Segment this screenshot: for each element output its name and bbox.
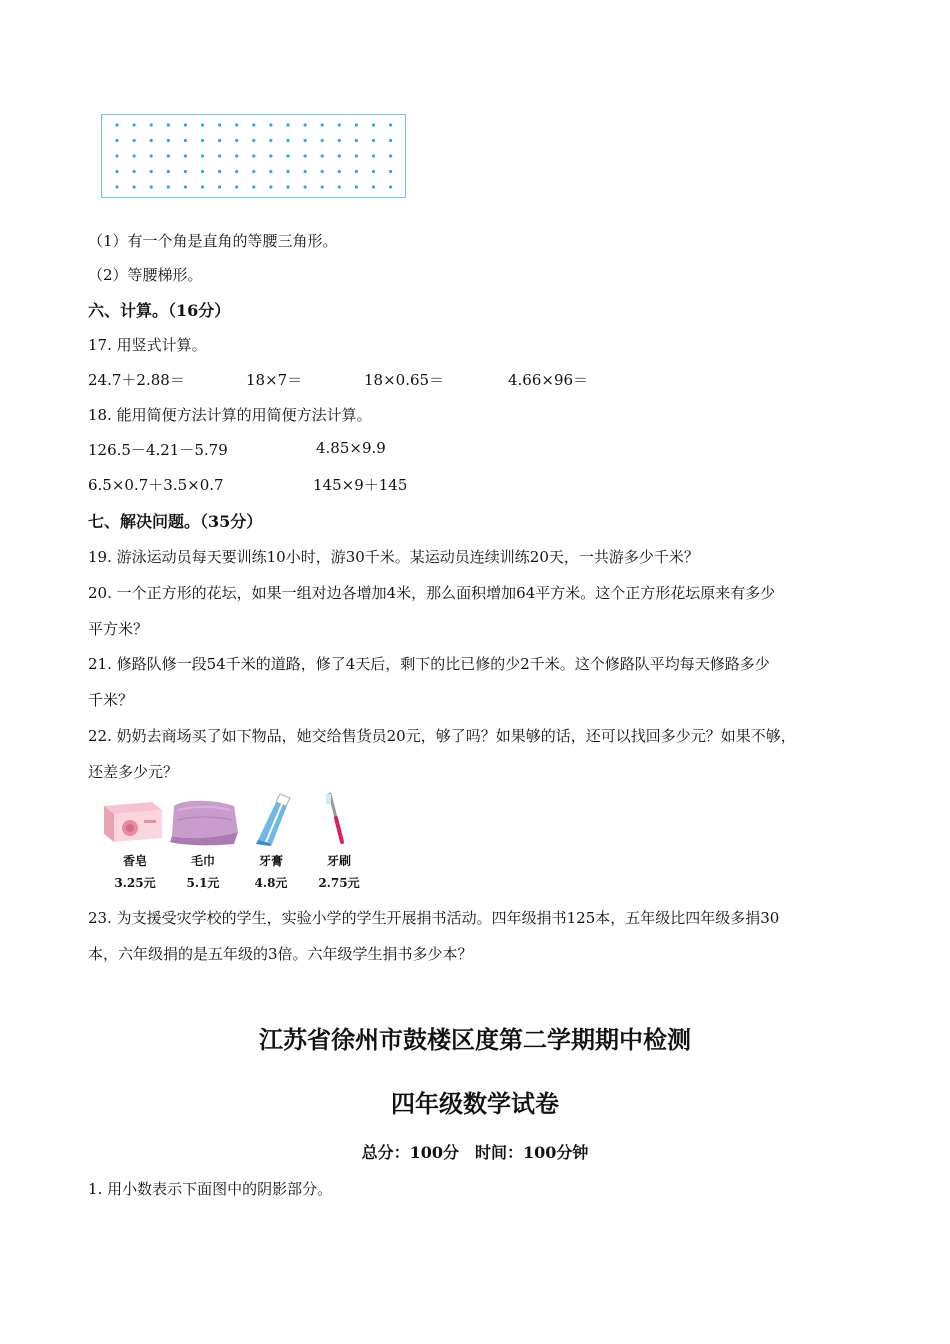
- goods-item-soap: [100, 792, 170, 892]
- q18-item-1: 126.5－4.21－5.79: [88, 441, 228, 459]
- grid-dot: [321, 123, 324, 126]
- q18-item-4: 145×9＋145: [313, 476, 408, 494]
- grid-dot: [133, 170, 136, 173]
- grid-dot: [115, 139, 118, 142]
- grid-dot: [150, 185, 153, 188]
- grid-dot: [167, 139, 170, 142]
- exam-info: 总分：100分 时间：100分钟: [361, 1143, 589, 1162]
- grid-dot: [338, 139, 341, 142]
- grid-dot: [235, 185, 238, 188]
- grid-dot: [235, 154, 238, 157]
- grid-dot: [389, 123, 392, 126]
- grid-dot: [269, 123, 272, 126]
- grid-dot: [269, 154, 272, 157]
- grid-dot: [372, 154, 375, 157]
- grid-dot: [133, 139, 136, 142]
- q21-text-line2: 千米？: [88, 691, 134, 709]
- grid-dot: [150, 123, 153, 126]
- grid-dot: [115, 170, 118, 173]
- grid-dot: [252, 170, 255, 173]
- section-7-heading: 七、解决问题。（35分）: [88, 512, 263, 531]
- grid-dot: [167, 123, 170, 126]
- q16-part1: （1）有一个角是直角的等腰三角形。: [88, 232, 338, 250]
- grid-dot: [235, 170, 238, 173]
- grid-dot: [252, 185, 255, 188]
- grid-dot: [286, 154, 289, 157]
- q21-text-line1: 21. 修路队修一段54千米的道路，修了4天后，剩下的比已修的少2千米。这个修路队平均每天修路多少: [88, 655, 770, 673]
- q17-item-2: 18×7＝: [246, 371, 303, 389]
- goods-name-towel: 毛巾: [190, 854, 215, 868]
- grid-dot: [235, 123, 238, 126]
- q18-item-2: 4.85×9.9: [316, 439, 386, 457]
- exam-title: 江苏省徐州市鼓楼区度第二学期期中检测: [259, 1025, 691, 1054]
- dot-grid: [101, 114, 406, 198]
- grid-dot: [321, 170, 324, 173]
- grid-dot: [201, 154, 204, 157]
- grid-dot: [218, 170, 221, 173]
- q20-text-line2: 平方米？: [88, 620, 149, 638]
- q1-text: 1. 用小数表示下面图中的阴影部分。: [88, 1180, 333, 1198]
- grid-dot: [338, 170, 341, 173]
- goods-price-soap: 3.25元: [114, 876, 156, 890]
- grid-dot: [304, 139, 307, 142]
- goods-price-toothpaste: 4.8元: [254, 876, 288, 890]
- grid-dot: [269, 170, 272, 173]
- grid-dot: [252, 139, 255, 142]
- grid-dot: [372, 139, 375, 142]
- q17-item-3: 18×0.65＝: [364, 371, 445, 389]
- grid-dot: [321, 154, 324, 157]
- goods-name-toothpaste: 牙膏: [258, 854, 283, 868]
- grid-dot: [355, 170, 358, 173]
- goods-item-toothbrush: [304, 792, 374, 892]
- toothbrush-icon: [304, 792, 374, 846]
- grid-dot: [201, 185, 204, 188]
- soap-icon: [100, 792, 170, 846]
- grid-dot: [218, 139, 221, 142]
- grid-dot: [252, 123, 255, 126]
- grid-dot: [184, 170, 187, 173]
- q18-text: 18. 能用简便方法计算的用简便方法计算。: [88, 406, 372, 424]
- grid-dot: [304, 185, 307, 188]
- goods-price-toothbrush: 2.75元: [318, 876, 360, 890]
- q22-text-line2: 还差多少元？: [88, 763, 179, 781]
- grid-dot: [201, 139, 204, 142]
- grid-dot: [286, 170, 289, 173]
- grid-dot: [338, 154, 341, 157]
- grid-dot: [355, 185, 358, 188]
- q18-item-3: 6.5×0.7＋3.5×0.7: [88, 476, 224, 494]
- grid-dot: [184, 185, 187, 188]
- grid-dot: [115, 123, 118, 126]
- grid-dot: [167, 185, 170, 188]
- grid-dot: [304, 170, 307, 173]
- grid-dot: [389, 139, 392, 142]
- grid-dot: [133, 123, 136, 126]
- q20-text-line1: 20. 一个正方形的花坛，如果一组对边各增加4米，那么面积增加64平方米。这个正方形花坛原来有多少: [88, 584, 776, 602]
- grid-dot: [304, 154, 307, 157]
- grid-dot: [201, 123, 204, 126]
- grid-dot: [150, 154, 153, 157]
- grid-dot: [150, 170, 153, 173]
- grid-dot: [372, 170, 375, 173]
- exam-subtitle: 四年级数学试卷: [391, 1089, 559, 1118]
- grid-dot: [286, 185, 289, 188]
- q17-item-1: 24.7＋2.88＝: [88, 371, 185, 389]
- goods-item-towel: [168, 792, 238, 892]
- grid-dot: [389, 154, 392, 157]
- grid-dot: [167, 170, 170, 173]
- goods-name-soap: 香皂: [122, 854, 147, 868]
- grid-dot: [269, 185, 272, 188]
- q23-text-line2: 本，六年级捐的是五年级的3倍。六年级学生捐书多少本？: [88, 945, 473, 963]
- goods-price-towel: 5.1元: [186, 876, 220, 890]
- grid-dot: [389, 170, 392, 173]
- grid-dot: [389, 185, 392, 188]
- grid-dot: [133, 185, 136, 188]
- grid-dot: [286, 139, 289, 142]
- grid-dot: [115, 154, 118, 157]
- grid-dot: [184, 154, 187, 157]
- grid-dot: [184, 139, 187, 142]
- grid-dot: [321, 185, 324, 188]
- grid-dot: [218, 123, 221, 126]
- grid-dot: [355, 123, 358, 126]
- grid-dot: [286, 123, 289, 126]
- grid-dot: [133, 154, 136, 157]
- grid-dot: [321, 139, 324, 142]
- grid-dot: [304, 123, 307, 126]
- q22-text-line1: 22. 奶奶去商场买了如下物品，她交给售货员20元，够了吗？如果够的话，还可以找回多少元？如果不够，: [88, 727, 796, 745]
- goods-row: [100, 792, 370, 892]
- q19-text: 19. 游泳运动员每天要训练10小时，游30千米。某运动员连续训练20天，一共游多少千米？: [88, 548, 699, 566]
- grid-dot: [355, 154, 358, 157]
- grid-dot: [372, 123, 375, 126]
- grid-dot: [372, 185, 375, 188]
- grid-dot: [355, 139, 358, 142]
- grid-dot: [167, 154, 170, 157]
- dot-grid-svg: [102, 115, 407, 199]
- q17-item-4: 4.66×96＝: [508, 371, 589, 389]
- grid-dot: [269, 139, 272, 142]
- q23-text-line1: 23. 为支援受灾学校的学生，实验小学的学生开展捐书活动。四年级捐书125本，五年级比四年级多捐30: [88, 909, 780, 927]
- grid-dot: [338, 123, 341, 126]
- grid-dot: [252, 154, 255, 157]
- grid-dot: [235, 139, 238, 142]
- grid-dot: [115, 185, 118, 188]
- toothpaste-icon: [236, 792, 306, 846]
- section-6-heading: 六、计算。（16分）: [88, 301, 231, 320]
- grid-dot: [201, 170, 204, 173]
- grid-dot: [218, 185, 221, 188]
- towel-icon: [168, 792, 238, 846]
- grid-dot: [150, 139, 153, 142]
- goods-name-toothbrush: 牙刷: [326, 854, 351, 868]
- grid-dot: [184, 123, 187, 126]
- grid-dot: [218, 154, 221, 157]
- q16-part2: （2）等腰梯形。: [88, 266, 203, 284]
- goods-item-toothpaste: [236, 792, 306, 892]
- q17-text: 17. 用竖式计算。: [88, 336, 207, 354]
- grid-dot: [338, 185, 341, 188]
